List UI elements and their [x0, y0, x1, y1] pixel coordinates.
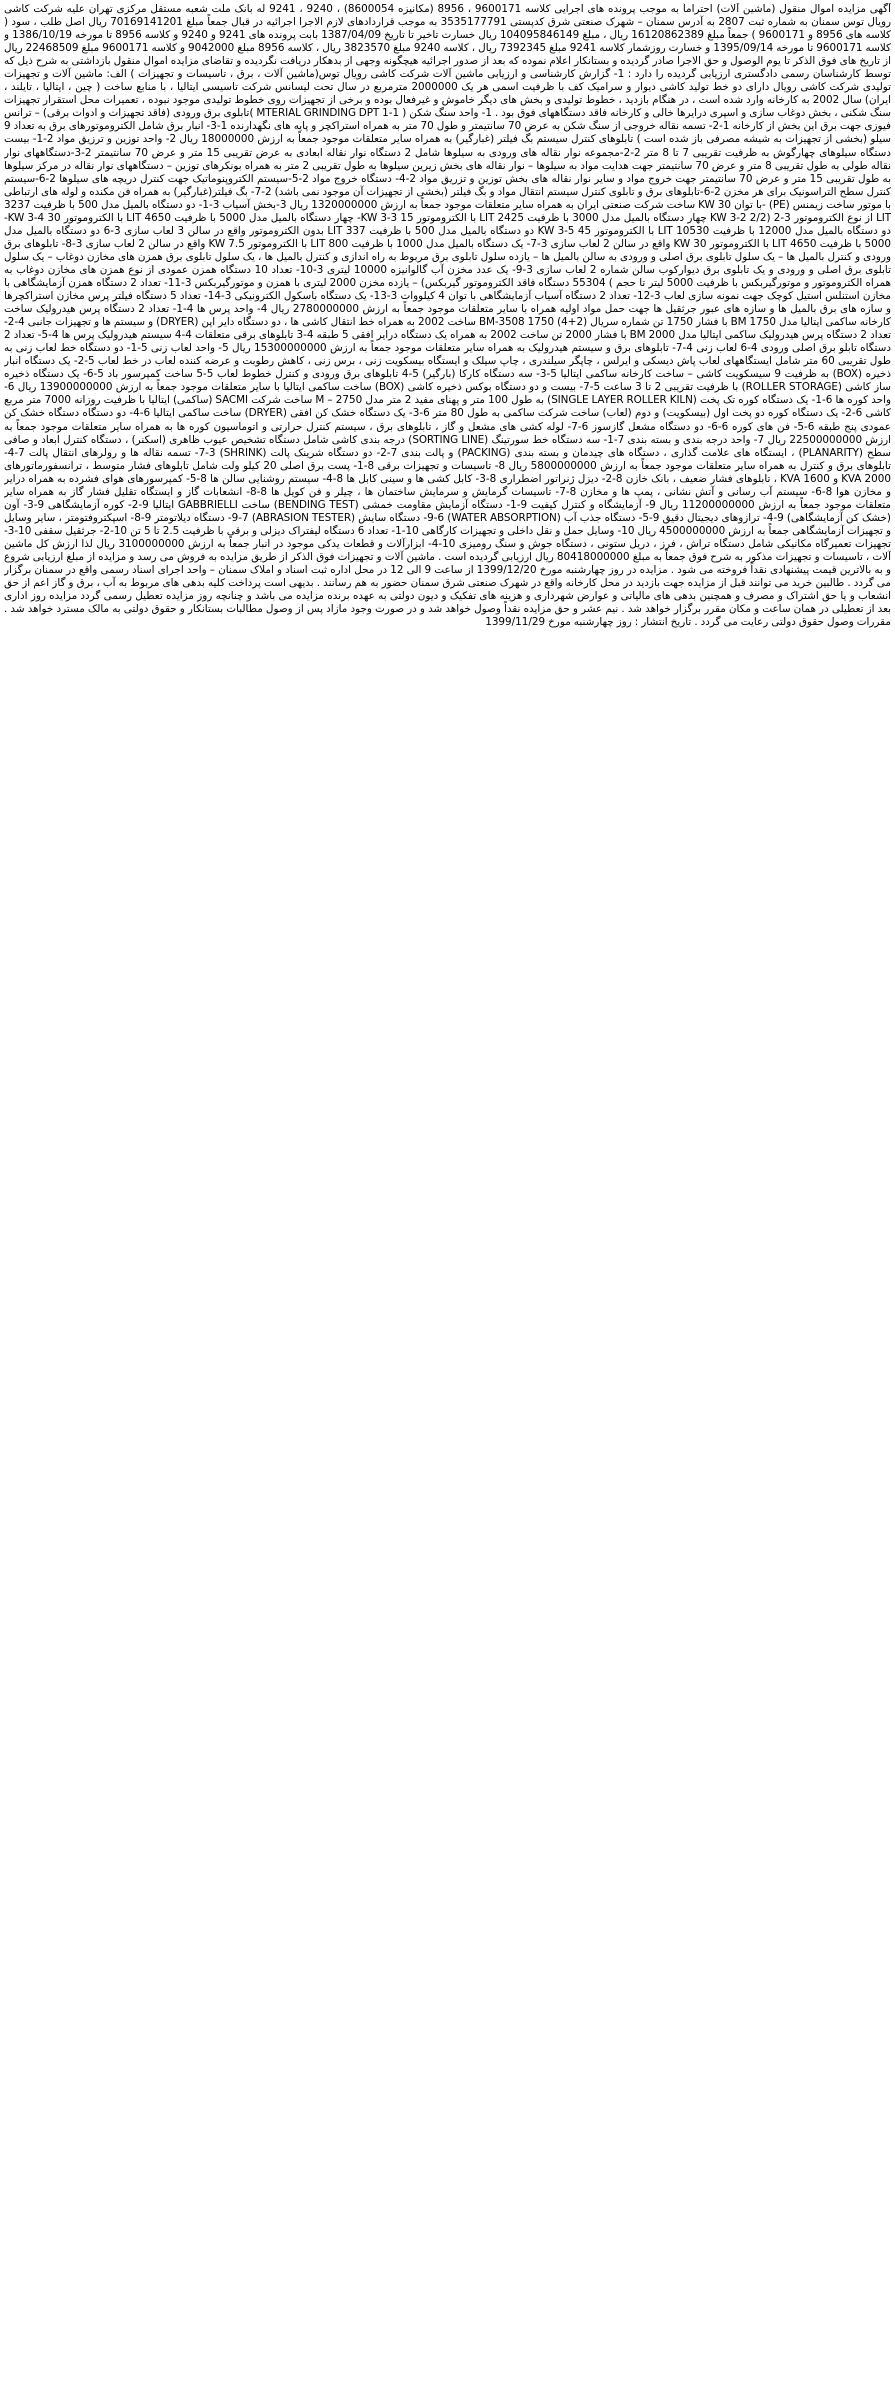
auction-notice — [4, 3, 891, 2387]
notice-body-text: آگهی مزایده اموال منقول (ماشین آلات) احتراماً به موجب پرونده های اجرایی کلاسه 9600171 ، 8956 (مکانیزه 8600054) ، 9240 ، 9241 له بانک ملت شعبه مستقل مرکزی تهران علیه شرکت کاشی رویال توس سمنان به شماره ثبت 2807 به آدرس سمنان – شهرک صنعتی شرق کدپستی 3535177791 به موجب قراردادهای لازم الاجرا اجرائیه در قبال جمعاً مبلغ 70169141201 ریال اصل طلب ، سود ( کلاسه های 8956 و 9600171 ) جمعاً مبلغ 16120862389 ریال ، مبلغ 104095846149 ریال خسارت تاخیر تا تاریخ 1387/04/09 بابت پرونده های 9241 و 9240 و کلاسه 8956 تا مورخه 1386/10/19 و کلاسه 9600171 تا مورخه 1395/09/14 و خسارت روزشمار کلاسه 9241 مبلغ 7392345 ریال ، کلاسه 9240 مبلغ 3823570 ریال ، کلاسه 8956 مبلغ 9042000 و کلاسه 9600171 مبلغ 22468509 ریال از تاریخ های فوق الذکر تا یوم الوصول و حق الاجرا صادر گردیده و بستانکار اعلام نموده که بعد از صدور اجرائیه هیچگونه وجهی از بدهکار دریافت نگردیده و تقاضای مزایده اموال منقول بازداشتی به شرح ذیل که توسط کارشناسان رسمی دادگستری ارزیابی گردیده را دارد : 1- گزارش کارشناسی و ارزیابی ماشین آلات شرکت کاشی رویال توس(ماشین آلات ، برق ، تاسیسات و تجهیزات ) الف: ماشین آلات و تجهیزات تولیدی شرکت کاشی رویال دارای دو خط تولید کاشی دیوار و سرامیک کف با ظرفیت اسمی هر یک 2000000 مترمربع در سال تحت لیسانس شرکت تاسیسی ایتالیا ، با منابع ساخت ( چین ، ایتالیا ، تایلند ، ایران) سال 2002 به کارخانه وارد شده است ، در هنگام بازدید ، خطوط تولیدی و بخش های دیگر خاموش و غیرفعال بوده و برخی از تجهیزات روی خطوط تولیدی موجود نبوده ، تعمیرات محل استقرار تجهیزات سنگ شکنی ، بخش دوغاب سازی و اسپری درایرها خالی و کارخانه فاقد دستگاههای فوق بود . 1- واحد سنگ شکن ( 1-1 MTERIAL GRINDING DPT )تابلوی برق ورودی (فاقد تجهیزات و ادوات برقی) – ترانس فیوزی جهت برق این بخش از کارخانه 1-2- تسمه نقاله خروجی از سنگ شکن به عرض 70 سانتیمتر و طول 70 متر به همراه استراکچر و پایه های نگهدارنده 1-3- انبار برق شامل الکتروموتورهای برق به تعداد 9 سیلو (بخشی از تجهیزات به شیشه مصرفی باز شده است ) تابلوهای کنترل سیستم بگ فیلتر (غبارگیر) به همراه سایر متعلقات موجود جمعاً به ارزش 18000000 ریال 2- واحد توزین و ترزیق مواد 2-1- بیست دستگاه سیلوهای چهارگوش به ظرفیت تقریبی 7 تا 8 متر 2-2-مجموعه نوار نقاله های ورودی به سیلوها شامل 2 دستگاه نوار نقاله ابعادی به عرض تقریبی 15 متر و عرض 70 سانتیمتر 2-3-دستگاههای نوار نقاله طولی به طول تقریبی 8 متر و عرض 70 سانتیمتر جهت هدایت مواد به سیلوها – نوار نقاله های بخش زیرین سیلوها به طول تقریبی 2 متر به همراه بونکرهای توزین – دستگاههای نوار نقاله در مرکز سیلوها به طول تقریبی 15 متر و عرض 70 سانتیمتر جهت خروج مواد و سایر نوار نقاله های بخش توزین و تزریق مواد 2-4- دستگاه خروج مواد 2-5-سیستم الکتروپنوماتیک جهت کنترل دریچه های سیلوها 2-6-سیستم کنترل سطح التراسونیک برای هر مخزن 2-6-تابلوهای برق و تابلوی کنترل سیستم انتقال مواد و بگ فیلتر (بخشی از تجهیزات آن موجود نمی باشد) 2-7- بگ فیلتر(غبارگیر) به همراه فن مکنده و لوله های ارتباطی با موتور ساخت زیمنس (PE) -با توان 30 KW ساخت شرکت صنعتی ایران به همراه سایر متعلقات موجود جمعاً به ارزش 1320000000 ریال 3-بخش آسیاب 3-1- دو دستگاه بالمیل مدل 500 با ظرفیت 3237 LIT از نوع الکتروموتور 3-2 (2/2 KW 3-2 چهار دستگاه بالمیل مدل 3000 با ظرفیت 2425 LIT با الکتروموتور 15 KW 3-3- چهار دستگاه بالمیل مدل 5000 با ظرفیت 4650 LIT با الکتروموتور 30 KW 3-4- دو دستگاه بالمیل مدل 12000 با ظرفیت 10530 LIT با الکتروموتور 45 KW 3-5 دو دستگاه بالمیل مدل 500 با ظرفیت 337 LIT بدون الکتروموتور واقع در سالن 3 لعاب سازی 3-6 دو دستگاه بالمیل مدل 5000 با ظرفیت 4650 LIT با الکتروموتور 30 KW واقع در سالن 2 لعاب سازی 3-7- یک دستگاه بالمیل مدل 1000 با ظرفیت 800 LIT با الکتروموتور 7.5 KW واقع در سالن 2 لعاب سازی 3-8- تابلوهای برق ورودی و کنترل بالمیل ها – یک سلول تابلوی برق اصلی و ورودی به سالن بالمیل ها – یازده سلول تابلوی برق مربوط به راه اندازی و کنترل بالمیل ها ، یک سلول تابلوی برق همزن های مخازن دوغاب – یک سلول تابلوی برق اصلی و ورودی و یک تابلوی برق دیوارکوب سالن شماره 2 لعاب سازی 3-9- یک عدد مخزن آب گالوانیزه 10000 لیتری 3-10- تعداد 10 دستگاه همزن عمودی از نوع همزن های مخازن دوغاب به همراه الکتروموتور و موتورگیربکس با ظرفیت 5000 لیتر تا حجم ) 55304 دستگاه فاقد الکتروموتور گیربکس) – یازده مخزن 2000 لیتری با همزن و موتورگیربکس 3-11- تعداد 2 دستگاه همزن آزمایشگاهی با مخازن استنلس استیل کوچک جهت نمونه سازی لعاب 3-12- تعداد 2 دستگاه آسیاب آزمایشگاهی با توان 4 کیلووات 3-13- یک دستگاه باسکول الکترونیکی 3-14- تعداد 5 دستگاه فیلتر پرس مخازن استراکچرها و سازه های برق بالمیل ها و سازه های عبور جرثقیل ها جهت حمل مواد اولیه همراه با سایر متعلقات موجود جمعاً به ارزش 2780000000 ریال 4- واحد پرس ها 4-1- تعداد 2 دستگاه پرس هیدرولیک ساخت کارخانه ساکمی ایتالیا مدل 1750 BM با فشار 1750 تن شماره سریال (2+4) 1750 BM-3508 ساخت 2002 به همراه خط انتقال کاشی ها ، دو دستگاه دایر اپن (DRYER) و سیستم ها و تجهیزات جانبی 4-2- تعداد 2 دستگاه پرس هیدرولیک ساکمی ایتالیا مدل 2000 BM با فشار 2000 تن ساخت 2002 به همراه یک دستگاه درایر افقی 5 طبقه 4-3 تابلوهای برقی متعلقات 4-4 سیستم هیدرولیک پرس ها 4-5- تعداد 2 دستگاه تابلو برق اصلی ورودی 4-6 لعاب زنی 4-7- تابلوهای برق و سیستم هیدرولیک به همراه سایر متعلقات موجود جمعاً به ارزش 15300000000 ریال 5- واحد لعاب زنی 5-1- دو دستگاه خط لعاب زنی به طول تقریبی 60 متر شامل ایستگاههای لعاب پاش دیسکی و ایرلس ، چاپگر سیلندری ، چاپ سیلک و ایستگاه بیسکویت زنی ، برس زنی ، کاهش رطوبت و عرضه کننده لعاب در خط لعاب 5-2- یک دستگاه انبار ذخیره (BOX) به ظرفیت 9 سیسکویت کاشی – ساخت کارخانه ساکمی ایتالیا 5-3- سه دستگاه کارکا (بارگیر) 5-4 تابلوهای برق ورودی و کنترل خطوط لعاب 5-5 ساخت کمپرسور باد 5-6- یک دستگاه ذخیره ساز کاشی (ROLLER STORAGE) با ظرفیت تقریبی 2 تا 3 ساعت 5-7- بیست و دو دستگاه بوکس ذخیره کاشی (BOX) ساخت ساکمی ایتالیا با سایر متعلقات موجود جمعاً به ارزش 13900000000 ریال 6- واحد کوره ها 6-1- یک دستگاه کوره تک پخت (SINGLE LAYER ROLLER KILN) به طول 100 متر و پهنای مفید 2 متر مدل 2750 – M ساخت شرکت SACMI (ساکمی) ایتالیا با ظرفیت روزانه 7000 متر مربع کاشی 6-2- یک دستگاه کوره دو پخت اول (بیسکویت) و دوم (لعاب) ساخت شرکت ساکمی به طول 80 متر 6-3- یک دستگاه خشک کن افقی (DRYER) ساخت ساکمی ایتالیا 6-4- دو دستگاه دستگاه خشک کن عمودی پنج طبقه 6-5- فن های کوره 6-6- دو دستگاه مشعل گازسوز 6-7- لوله کشی های مشعل و گاز ، تابلوهای برق ، سیستم کنترل حرارتی و اتوماسیون کوره ها به همراه سایر متعلقات موجود جمعاً به ارزش 22500000000 ریال 7- واحد درجه بندی و بسته بندی 7-1- سه دستگاه خط سورتینگ (SORTING LINE) درجه بندی کاشی شامل دستگاه تشخیص عیوب ظاهری (اسکنر) ، دستگاه کنترل ابعاد و صافی سطح (PLANARITY) ، ایستگاه های علامت گذاری ، دستگاه های چیدمان و بسته بندی (PACKING) و پالت بندی 7-2- دو دستگاه شرینک پالت (SHRINK) 7-3- تسمه نقاله ها و رولرهای انتقال پالت 7-4- تابلوهای برق و کنترل به همراه سایر متعلقات موجود جمعاً به ارزش 5800000000 ریال 8- تاسیسات و تجهیزات برقی 8-1- پست برق اصلی 20 کیلو ولت شامل تابلوهای فشار متوسط ، ترانسفورماتورهای 2000 KVA و 1600 KVA ، تابلوهای فشار ضعیف ، بانک خازن 8-2- دیزل ژنراتور اضطراری 8-3- کابل کشی ها و سینی کابل ها 8-4- سیستم روشنایی سالن ها 8-5- کمپرسورهای هوای فشرده به همراه درایر و مخازن هوا 8-6- سیستم آب رسانی و آتش نشانی ، پمپ ها و مخازن 8-7- تاسیسات گرمایش و سرمایش ساختمان ها ، چیلر و فن کویل ها 8-8- انشعابات گاز و ایستگاه تقلیل فشار گاز به همراه سایر متعلقات موجود جمعاً به ارزش 11200000000 ریال 9- آزمایشگاه و کنترل کیفیت 9-1- دستگاه آزمایش مقاومت خمشی (BENDING TEST) ساخت GABBRIELLI ایتالیا 9-2- کوره آزمایشگاهی 9-3- آون (خشک کن آزمایشگاهی) 9-4- ترازوهای دیجیتال دقیق 9-5- دستگاه جذب آب (WATER ABSORPTION) 9-6- دستگاه سایش (ABRASION TESTER) 9-7- دستگاه دیلاتومتر 9-8- اسپکتروفتومتر ، سایر وسایل و تجهیزات آزمایشگاهی جمعاً به ارزش 4500000000 ریال 10- وسایل حمل و نقل داخلی و تجهیزات کارگاهی 10-1- تعداد 6 دستگاه لیفتراک دیزلی و برقی با ظرفیت 2.5 تا 5 تن 10-2- جرثقیل سقفی 10-3- تجهیزات تعمیرگاه مکانیکی شامل دستگاه تراش ، فرز ، دریل ستونی ، دستگاه جوش و سنگ رومیزی 10-4- ابزارآلات و قطعات یدکی موجود در انبار جمعاً به ارزش 3100000000 ریال لذا ارزش کل ماشین آلات ، تاسیسات و تجهیزات مذکور به شرح فوق جمعاً به مبلغ 80418000000 ریال ارزیابی گردیده است . ماشین آلات و تجهیزات فوق الذکر از طریق مزایده به فروش می رسد و مزایده از مبلغ ارزیابی شروع و به بالاترین قیمت پیشنهادی نقداً فروخته می شود . مزایده در روز چهارشنبه مورخ 1399/12/20 از ساعت 9 الی 12 در محل اداره ثبت اسناد و املاک سمنان – واحد اجرای اسناد رسمی واقع در سمنان برگزار می گردد . طالبین خرید می توانند قبل از مزایده جهت بازدید در محل کارخانه واقع در شهرک صنعتی شرق سمنان حضور به هم رسانند . بدیهی است پرداخت کلیه بدهی های مربوط به آب ، برق و گاز اعم از حق انشعاب و یا حق اشتراک و مصرف و همچنین بدهی های مالیاتی و عوارض شهرداری و هزینه های تفکیک و دیون دولتی به عهده برنده مزایده می باشد و چنانچه روز مزایده تعطیل رسمی گردد مزایده روز اداری بعد از تعطیلی در همان ساعت و مکان مقرر برگزار خواهد شد . نیم عشر و حق مزایده نقداً وصول خواهد شد و در صورت وجود مازاد پس از وصول مطالبات بستانکار و حقوق دولتی به مالک مسترد خواهد شد . مقررات وصول حقوق دولتی رعایت می گردد . تاریخ انتشار : روز چهارشنبه مورخ 1399/11/29 — [4, 3, 891, 629]
